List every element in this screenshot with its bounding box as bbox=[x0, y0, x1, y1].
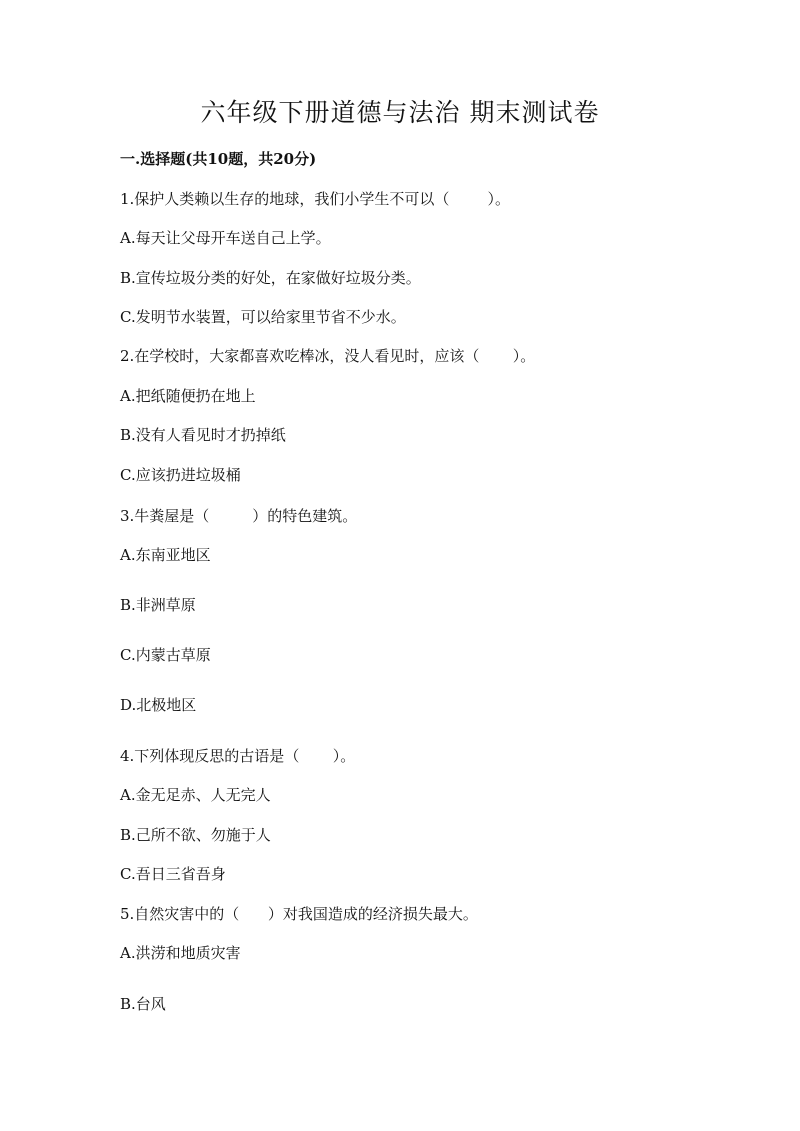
question-2-option-c: C.应该扔进垃圾桶 bbox=[120, 466, 241, 484]
question-5-option-b: B.台风 bbox=[120, 995, 166, 1013]
page-title: 六年级下册道德与法治 期末测试卷 bbox=[200, 98, 600, 127]
question-3-option-b: B.非洲草原 bbox=[120, 596, 196, 614]
question-2-stem: 2.在学校时，大家都喜欢吃棒冰，没人看见时，应该（ ）。 bbox=[120, 347, 536, 365]
question-3-stem: 3.牛粪屋是（ ）的特色建筑。 bbox=[120, 507, 358, 525]
question-1-option-a: A.每天让父母开车送自己上学。 bbox=[120, 229, 331, 247]
question-3-option-a: A.东南亚地区 bbox=[120, 546, 211, 564]
question-5-option-a: A.洪涝和地质灾害 bbox=[120, 944, 241, 962]
question-3-option-d: D.北极地区 bbox=[120, 696, 197, 714]
question-1-option-c: C.发明节水装置，可以给家里节省不少水。 bbox=[120, 308, 406, 326]
question-4-stem: 4.下列体现反思的古语是（ ）。 bbox=[120, 747, 356, 765]
question-1-stem: 1.保护人类赖以生存的地球，我们小学生不可以（ ）。 bbox=[120, 190, 510, 208]
section-heading: 一.选择题(共10题，共20分) bbox=[120, 150, 317, 168]
question-4-option-c: C.吾日三省吾身 bbox=[120, 865, 226, 883]
question-2-option-a: A.把纸随便扔在地上 bbox=[120, 387, 256, 405]
question-2-option-b: B.没有人看见时才扔掉纸 bbox=[120, 426, 286, 444]
question-3-option-c: C.内蒙古草原 bbox=[120, 646, 211, 664]
question-4-option-a: A.金无足赤、人无完人 bbox=[120, 786, 271, 804]
question-5-stem: 5.自然灾害中的（ ）对我国造成的经济损失最大。 bbox=[120, 905, 478, 923]
question-4-option-b: B.己所不欲、勿施于人 bbox=[120, 826, 271, 844]
question-1-option-b: B.宣传垃圾分类的好处，在家做好垃圾分类。 bbox=[120, 269, 421, 287]
